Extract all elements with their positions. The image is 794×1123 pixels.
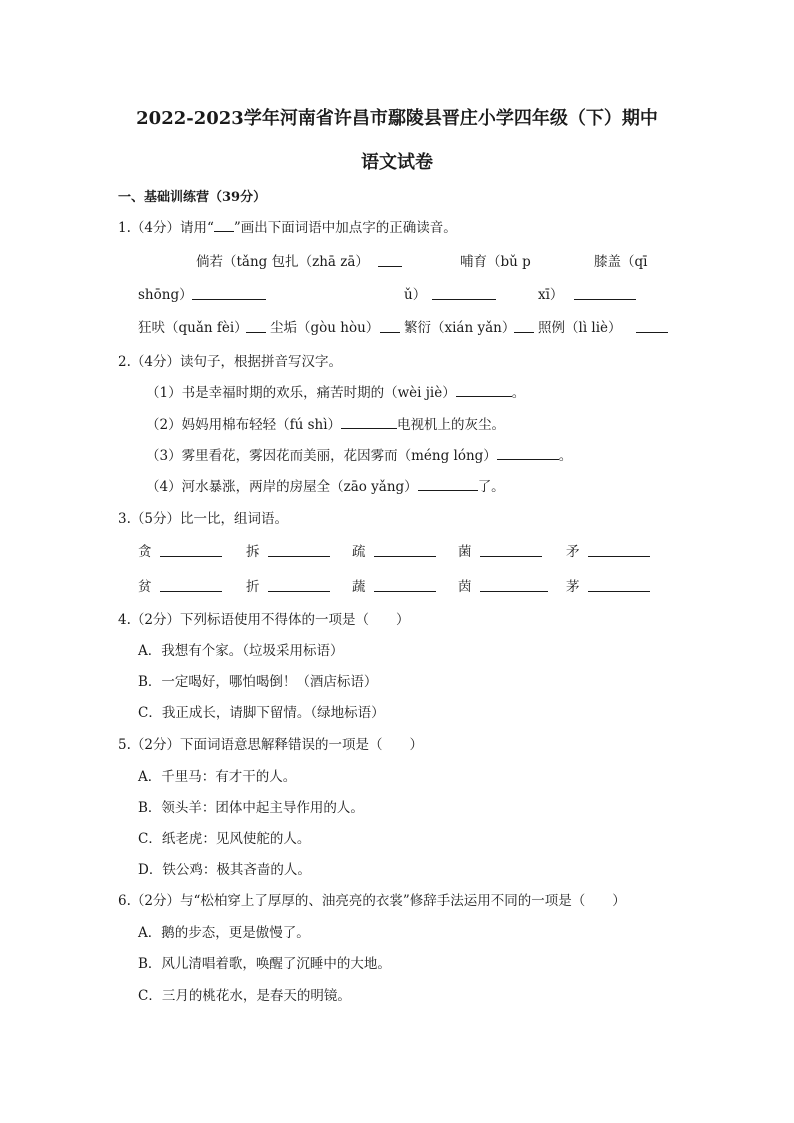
q6-option-c[interactable]: C．三月的桃花水，是春天的明镜。 xyxy=(138,988,351,1004)
answer-blank[interactable] xyxy=(380,319,400,333)
q5-option-d[interactable]: D．铁公鸡：极其吝啬的人。 xyxy=(138,862,311,878)
q3-char: 疏 xyxy=(352,544,366,560)
q1-item-cont-a: shōng） xyxy=(138,287,193,303)
answer-blank[interactable] xyxy=(456,383,512,397)
answer-blank[interactable] xyxy=(374,578,436,592)
section-heading: 一、基础训练营（39分） xyxy=(118,190,267,205)
answer-blank[interactable] xyxy=(192,286,266,300)
q1-stem-post: ”画出下面词语中加点字的正确读音。 xyxy=(233,220,457,236)
answer-blank[interactable] xyxy=(268,578,330,592)
q5-option-a[interactable]: A．千里马：有才干的人。 xyxy=(138,769,297,785)
q2-sentence-1: （1）书是幸福时期的欢乐，痛苦时期的（wèi jiè） 。 xyxy=(146,385,526,401)
answer-blank[interactable] xyxy=(341,415,397,429)
q1-stem xyxy=(118,216,457,236)
q3-char: 拆 xyxy=(246,544,260,560)
q6-option-a[interactable]: A．鹅的步态，更是傲慢了。 xyxy=(138,925,310,941)
exam-title-line1: 2022-2023学年河南省许昌市鄢陵县晋庄小学四年级（下）期中 xyxy=(136,108,658,129)
q4-option-b[interactable]: B．一定喝好，哪怕喝倒！（酒店标语） xyxy=(138,674,378,690)
answer-blank[interactable] xyxy=(480,578,548,592)
answer-blank[interactable] xyxy=(378,253,402,267)
answer-blank[interactable] xyxy=(160,578,222,592)
q2-sentence-3: （3）雾里看花，雾因花而美丽，花因雾而（méng lóng） 。 xyxy=(146,448,573,464)
answer-blank[interactable] xyxy=(574,286,636,300)
q2-sentence-2: （2）妈妈用棉布轻轻（fú shì） 电视机上的灰尘。 xyxy=(146,417,506,433)
q3-char: 茵 xyxy=(458,579,472,595)
q4-option-a[interactable]: A．我想有个家。（垃圾采用标语） xyxy=(138,643,344,659)
q3-char: 折 xyxy=(246,579,260,595)
q4-option-c[interactable]: C．我正成长，请脚下留情。（绿地标语） xyxy=(138,705,385,721)
q1-stem-pre: 1.（4分）请用“ xyxy=(118,220,214,236)
q1-item-cont-c: xī） xyxy=(538,287,564,303)
q3-char: 贫 xyxy=(138,579,152,595)
q3-char: 茅 xyxy=(566,579,580,595)
q3-char: 矛 xyxy=(566,544,580,560)
exam-title-line2: 语文试卷 xyxy=(361,152,433,173)
q6-stem: 6.（2分）与“松柏穿上了厚厚的、油亮亮的衣裳”修辞手法运用不同的一项是（ ） xyxy=(118,893,626,909)
answer-blank[interactable] xyxy=(160,543,222,557)
q4-stem: 4.（2分）下列标语使用不得体的一项是（ ） xyxy=(118,612,410,628)
q2-stem: 2.（4分）读句子，根据拼音写汉字。 xyxy=(118,354,342,370)
answer-blank[interactable] xyxy=(418,477,478,491)
answer-blank[interactable] xyxy=(246,319,266,333)
answer-blank[interactable] xyxy=(636,319,668,333)
answer-blank[interactable] xyxy=(588,578,650,592)
answer-blank[interactable] xyxy=(268,543,330,557)
q3-char: 蔬 xyxy=(352,579,366,595)
answer-blank[interactable] xyxy=(374,543,436,557)
q1-item-tangruo: 倘若（tǎng 包扎（zhā zā） xyxy=(196,254,369,270)
q6-option-b[interactable]: B．风儿清唱着歌，唤醒了沉睡中的大地。 xyxy=(138,956,391,972)
q5-option-b[interactable]: B．领头羊：团体中起主导作用的人。 xyxy=(138,800,364,816)
q1-item-chengou: 尘垢（gòu hòu） xyxy=(270,320,380,336)
answer-blank[interactable] xyxy=(514,319,534,333)
q3-stem: 3.（5分）比一比，组词语。 xyxy=(118,511,288,527)
answer-blank[interactable] xyxy=(588,543,650,557)
q1-item-buyu: 哺育（bǔ p xyxy=(460,254,531,270)
answer-blank[interactable] xyxy=(497,446,559,460)
q5-stem: 5.（2分）下面词语意思解释错误的一项是（ ） xyxy=(118,737,423,753)
q1-underline-sample xyxy=(214,218,234,232)
q1-item-zhaoli: 照例（lì liè） xyxy=(538,320,622,336)
q5-option-c[interactable]: C．纸老虎：见风使舵的人。 xyxy=(138,831,311,847)
q1-item-fanyan: 繁衍（xián yǎn） xyxy=(404,320,516,336)
q1-item-xigai: 膝盖（qī xyxy=(594,254,648,270)
q1-item-kuangfei: 狂吠（quǎn fèi） xyxy=(138,320,248,336)
q3-char: 菌 xyxy=(458,544,472,560)
q3-char: 贪 xyxy=(138,544,152,560)
q1-item-cont-b: ǔ） xyxy=(404,287,427,303)
q2-sentence-4: （4）河水暴涨，两岸的房屋全（zāo yǎng） 了。 xyxy=(146,479,505,495)
answer-blank[interactable] xyxy=(432,286,496,300)
answer-blank[interactable] xyxy=(480,543,542,557)
